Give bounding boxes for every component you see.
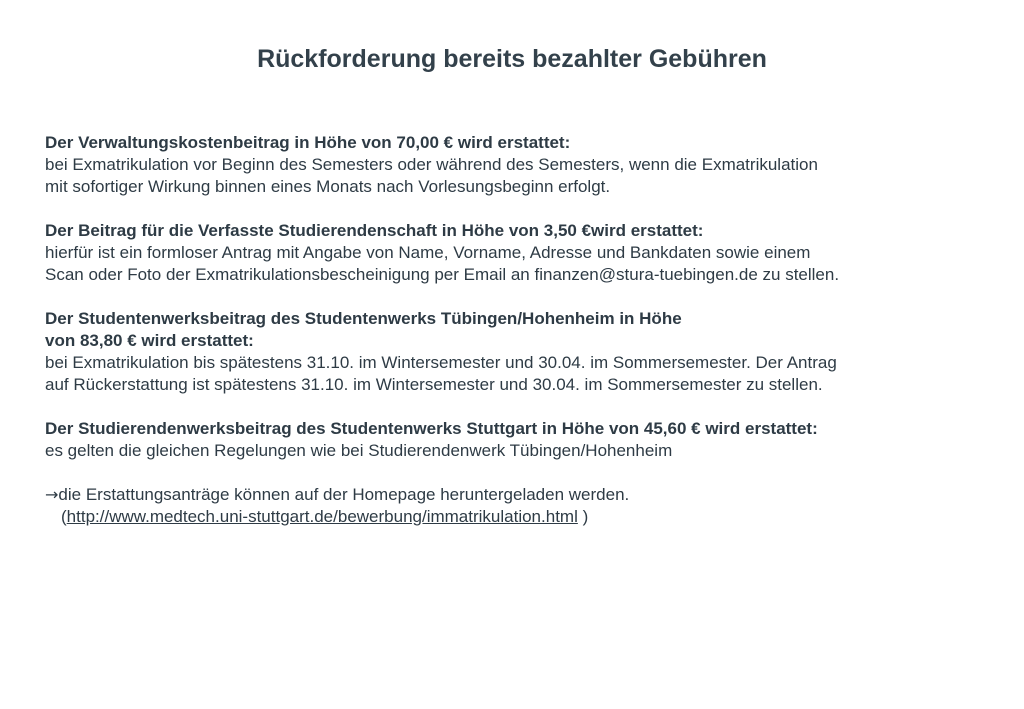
footer-link-line: [45, 506, 945, 528]
section-verwaltungskostenbeitrag: [45, 132, 945, 198]
section-text-line: bei Exmatrikulation vor Beginn des Semesters oder während des Semesters, wenn die Exmatrikulation: [45, 155, 818, 174]
section-text-line: hierfür ist ein formloser Antrag mit Angabe von Name, Vorname, Adresse und Bankdaten sowie einem: [45, 243, 811, 262]
footer-text-line: [45, 484, 945, 506]
section-text-line: Scan oder Foto der Exmatrikulationsbescheinigung per Email an finanzen@stura-tuebingen.de zu stellen.: [45, 265, 840, 284]
section-verfasste-studierendenschaft: [45, 220, 945, 286]
arrow-right-icon: →: [45, 485, 59, 504]
link-open-paren: (: [61, 507, 67, 526]
section-studentenwerk-tuebingen: [45, 308, 945, 396]
section-studierendenwerk-stuttgart: [45, 418, 945, 462]
slide-content: [45, 132, 945, 550]
section-text-line: bei Exmatrikulation bis spätestens 31.10. im Wintersemester und 30.04. im Sommersemester. Der Antrag: [45, 353, 837, 372]
section-heading: Der Studentenwerksbeitrag des Studentenwerks Tübingen/Hohenheim in Höhe: [45, 309, 682, 328]
footer-note: [45, 484, 945, 528]
section-text-line: mit sofortiger Wirkung binnen eines Monats nach Vorlesungsbeginn erfolgt.: [45, 177, 611, 196]
page-title: Rückforderung bereits bezahlter Gebühren: [257, 45, 767, 73]
homepage-link[interactable]: http://www.medtech.uni-stuttgart.de/bewerbung/immatrikulation.html: [66, 507, 578, 526]
section-heading: von 83,80 € wird erstattet:: [45, 331, 254, 350]
section-text-line: es gelten die gleichen Regelungen wie bei Studierendenwerk Tübingen/Hohenheim: [45, 441, 673, 460]
section-heading: Der Studierendenwerksbeitrag des Studentenwerks Stuttgart in Höhe von 45,60 € wird erstattet:: [45, 419, 818, 438]
section-heading: Der Verwaltungskostenbeitrag in Höhe von 70,00 € wird erstattet:: [45, 133, 571, 152]
footer-text: die Erstattungsanträge können auf der Homepage heruntergeladen werden.: [58, 485, 630, 504]
link-close-paren: ): [577, 507, 589, 526]
section-text-line: auf Rückerstattung ist spätestens 31.10. im Wintersemester und 30.04. im Sommersemester zu stellen.: [45, 375, 823, 394]
section-heading: Der Beitrag für die Verfasste Studierendenschaft in Höhe von 3,50 €wird erstattet:: [45, 221, 704, 240]
